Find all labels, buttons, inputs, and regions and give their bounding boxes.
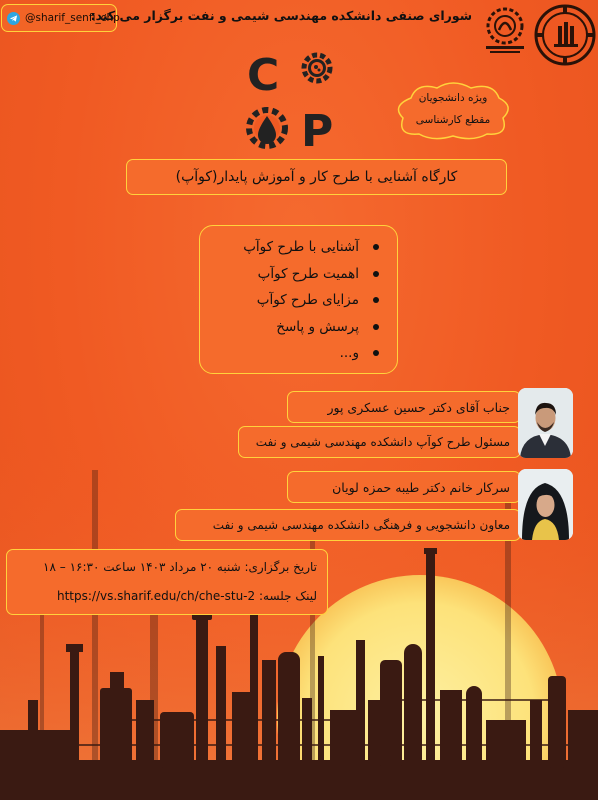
audience-line-1: ویژه دانشجویان <box>418 92 488 104</box>
speaker-1-photo <box>518 388 573 458</box>
organizer-title: شورای صنفی دانشکده مهندسی شیمی و نفت برگزار می کند: <box>90 8 472 23</box>
logo-letter-p: P <box>301 106 334 157</box>
event-link-label: لینک جلسه: <box>258 589 317 603</box>
logo-letter-c: C <box>247 50 280 101</box>
list-item: آشنایی با طرح کوآپ <box>200 234 379 261</box>
bullet-icon <box>373 324 379 330</box>
bullet-icon <box>373 271 379 277</box>
speaker-2-role: معاون دانشجویی و فرهنگی دانشکده مهندسی شیمی و نفت <box>175 509 521 541</box>
workshop-title: کارگاه آشنایی با طرح کار و آموزش پایدار(کوآپ) <box>175 169 458 185</box>
sharif-university-logo <box>534 4 596 66</box>
event-link-row <box>57 589 317 603</box>
event-details-box <box>6 549 328 615</box>
target-audience <box>391 80 515 142</box>
speaker-2-photo <box>518 469 573 540</box>
speaker-1-name: جناب آقای دکتر حسین عسکری پور <box>287 391 521 423</box>
speaker-2-name: سرکار خانم دکتر طیبه حمزه لویان <box>287 471 521 503</box>
gear-icon <box>304 55 330 81</box>
telegram-handle: @sharif_senfi_chp <box>25 12 120 24</box>
event-datetime: تاریخ برگزاری: شنبه ۲۰ مرداد ۱۴۰۳ ساعت ۱۶:۳۰ – ۱۸ <box>43 560 317 574</box>
bullet-icon <box>373 297 379 303</box>
workshop-title-box <box>126 159 507 195</box>
list-item: اهمیت طرح کوآپ <box>200 261 379 288</box>
telegram-icon <box>7 12 20 25</box>
event-link-url[interactable]: https://vs.sharif.edu/ch/che-stu-2 <box>56 589 256 603</box>
student-council-logo <box>478 4 533 59</box>
list-item: پرسش و پاسخ <box>200 314 379 341</box>
bullet-icon <box>373 244 379 250</box>
coop-logo <box>245 48 345 158</box>
list-item: مزایای طرح کوآپ <box>200 287 379 314</box>
speaker-1-role: مسئول طرح کوآپ دانشکده مهندسی شیمی و نفت <box>238 426 521 458</box>
oil-drop-gear-icon <box>249 110 285 146</box>
bullet-icon <box>373 350 379 356</box>
topics-list <box>199 225 398 374</box>
list-item: و... <box>200 340 379 367</box>
audience-line-2: مقطع کارشناسی <box>415 114 491 126</box>
